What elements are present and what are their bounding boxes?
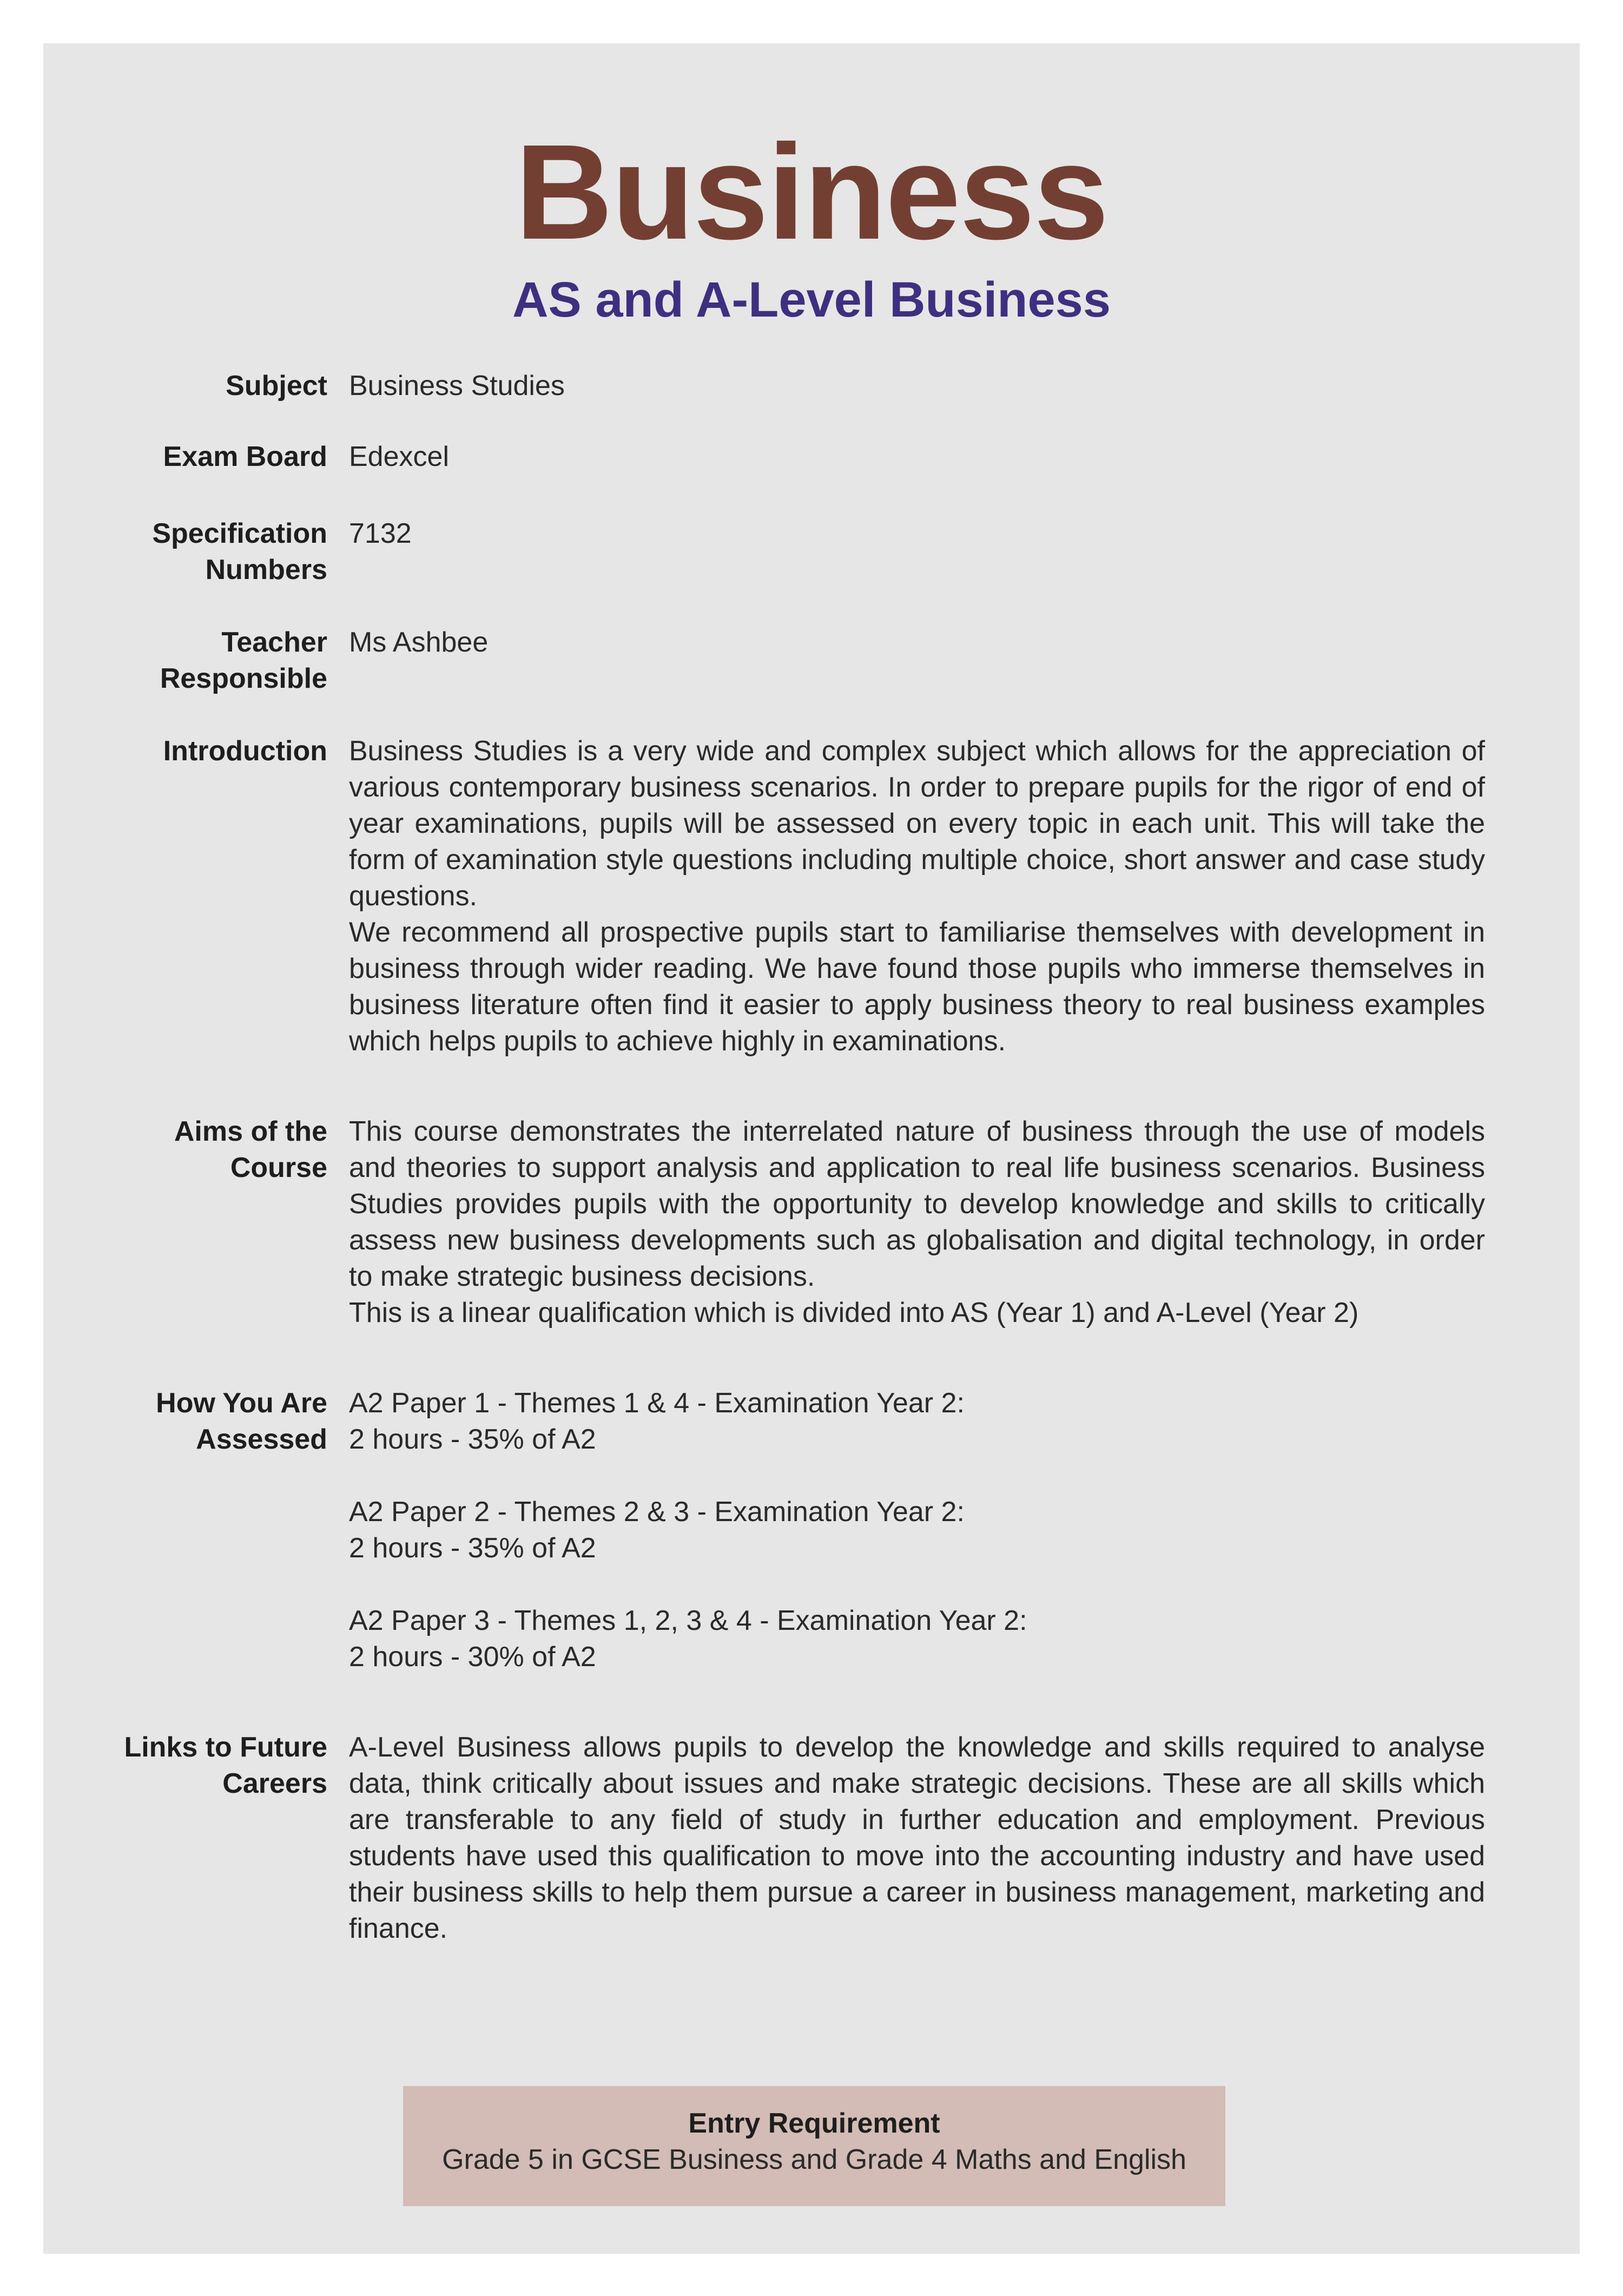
value-specification: 7132 — [349, 518, 412, 549]
label-careers-line1: Links to Future — [124, 1732, 327, 1763]
introduction-paragraph-2: We recommend all prospective pupils start to familiarise themselves with development in business through wider reading. We have found those pupils who immerse themselves in business literature often find it easier to apply business theory to real business examples which helps pupils to achieve highly in examinations. — [349, 917, 1485, 1057]
assessment-item-1-line1: A2 Paper 1 - Themes 1 & 4 - Examination Year 2: — [349, 1387, 965, 1419]
course-details — [43, 368, 1580, 1947]
row-aims — [43, 1114, 1580, 1331]
label-teacher-line1: Teacher — [221, 627, 327, 658]
row-specification — [43, 516, 1580, 588]
assessment-item-2-line1: A2 Paper 2 - Themes 2 & 3 - Examination Year 2: — [349, 1496, 965, 1528]
row-teacher — [43, 624, 1580, 697]
aims-paragraph-1: This course demonstrates the interrelated nature of business through the use of models and theories to support analysis and application to real life business scenarios. Business Studies provides pupils with the opportunity to develop knowledge and skills to critically assess new business developments such as globalisation and digital technology, in order to make strategic business decisions. — [349, 1116, 1485, 1292]
label-introduction: Introduction — [163, 735, 327, 767]
assessment-item — [349, 1603, 1485, 1675]
label-aims — [43, 1114, 349, 1331]
row-introduction — [43, 733, 1580, 1060]
label-careers-line2: Careers — [222, 1768, 327, 1799]
label-specification-line1: Specification — [152, 518, 327, 549]
value-aims — [349, 1114, 1485, 1331]
assessment-item — [349, 1385, 1485, 1458]
label-exam-board: Exam Board — [163, 441, 327, 472]
row-careers — [43, 1729, 1580, 1947]
value-assessment — [349, 1385, 1485, 1675]
value-subject: Business Studies — [349, 370, 565, 402]
assessment-item-3-line1: A2 Paper 3 - Themes 1, 2, 3 & 4 - Examination Year 2: — [349, 1605, 1027, 1636]
label-assessment-line1: How You Are — [156, 1387, 327, 1419]
value-teacher: Ms Ashbee — [349, 627, 489, 658]
row-assessment — [43, 1385, 1580, 1675]
aims-paragraph-2: This is a linear qualification which is divided into AS (Year 1) and A-Level (Year 2) — [349, 1297, 1359, 1328]
value-exam-board: Edexcel — [349, 441, 449, 472]
entry-requirement-text: Grade 5 in GCSE Business and Grade 4 Maths and English — [442, 2144, 1186, 2175]
row-exam-board — [43, 439, 1580, 475]
label-assessment — [43, 1385, 349, 1675]
label-careers — [43, 1729, 349, 1947]
entry-requirement-box — [403, 2086, 1225, 2206]
label-assessment-line2: Assessed — [196, 1424, 327, 1455]
page-title: Business — [515, 116, 1108, 267]
page-subtitle: AS and A-Level Business — [512, 272, 1111, 327]
assessment-item-1-line2: 2 hours - 35% of A2 — [349, 1424, 596, 1455]
value-careers: A-Level Business allows pupils to develop the knowledge and skills required to analyse data, think critically about issues and make strategic decisions. These are all skills which are transferable to any field of study in further education and employment. Previous students have used this qualification to move into the accounting industry and have used their business skills to help them pursue a career in business management, marketing and finance. — [349, 1732, 1485, 1944]
assessment-item-2-line2: 2 hours - 35% of A2 — [349, 1532, 596, 1564]
entry-requirement-title: Entry Requirement — [688, 2108, 940, 2139]
label-specification — [43, 516, 349, 588]
label-specification-line2: Numbers — [205, 554, 327, 585]
row-subject — [43, 368, 1580, 404]
assessment-item — [349, 1494, 1485, 1567]
introduction-paragraph-1: Business Studies is a very wide and complex subject which allows for the appreciation of various contemporary business scenarios. In order to prepare pupils for the rigor of end of year examinations, pupils will be assessed on every topic in each unit. This will take the form of examination style questions including multiple choice, short answer and case study questions. — [349, 735, 1485, 912]
value-introduction — [349, 733, 1485, 1060]
assessment-item-3-line2: 2 hours - 30% of A2 — [349, 1641, 596, 1673]
label-aims-line1: Aims of the — [174, 1116, 327, 1147]
label-aims-line2: Course — [230, 1152, 327, 1183]
label-teacher — [43, 624, 349, 697]
label-teacher-line2: Responsible — [160, 663, 327, 694]
label-subject: Subject — [226, 370, 327, 402]
page — [43, 43, 1580, 2254]
